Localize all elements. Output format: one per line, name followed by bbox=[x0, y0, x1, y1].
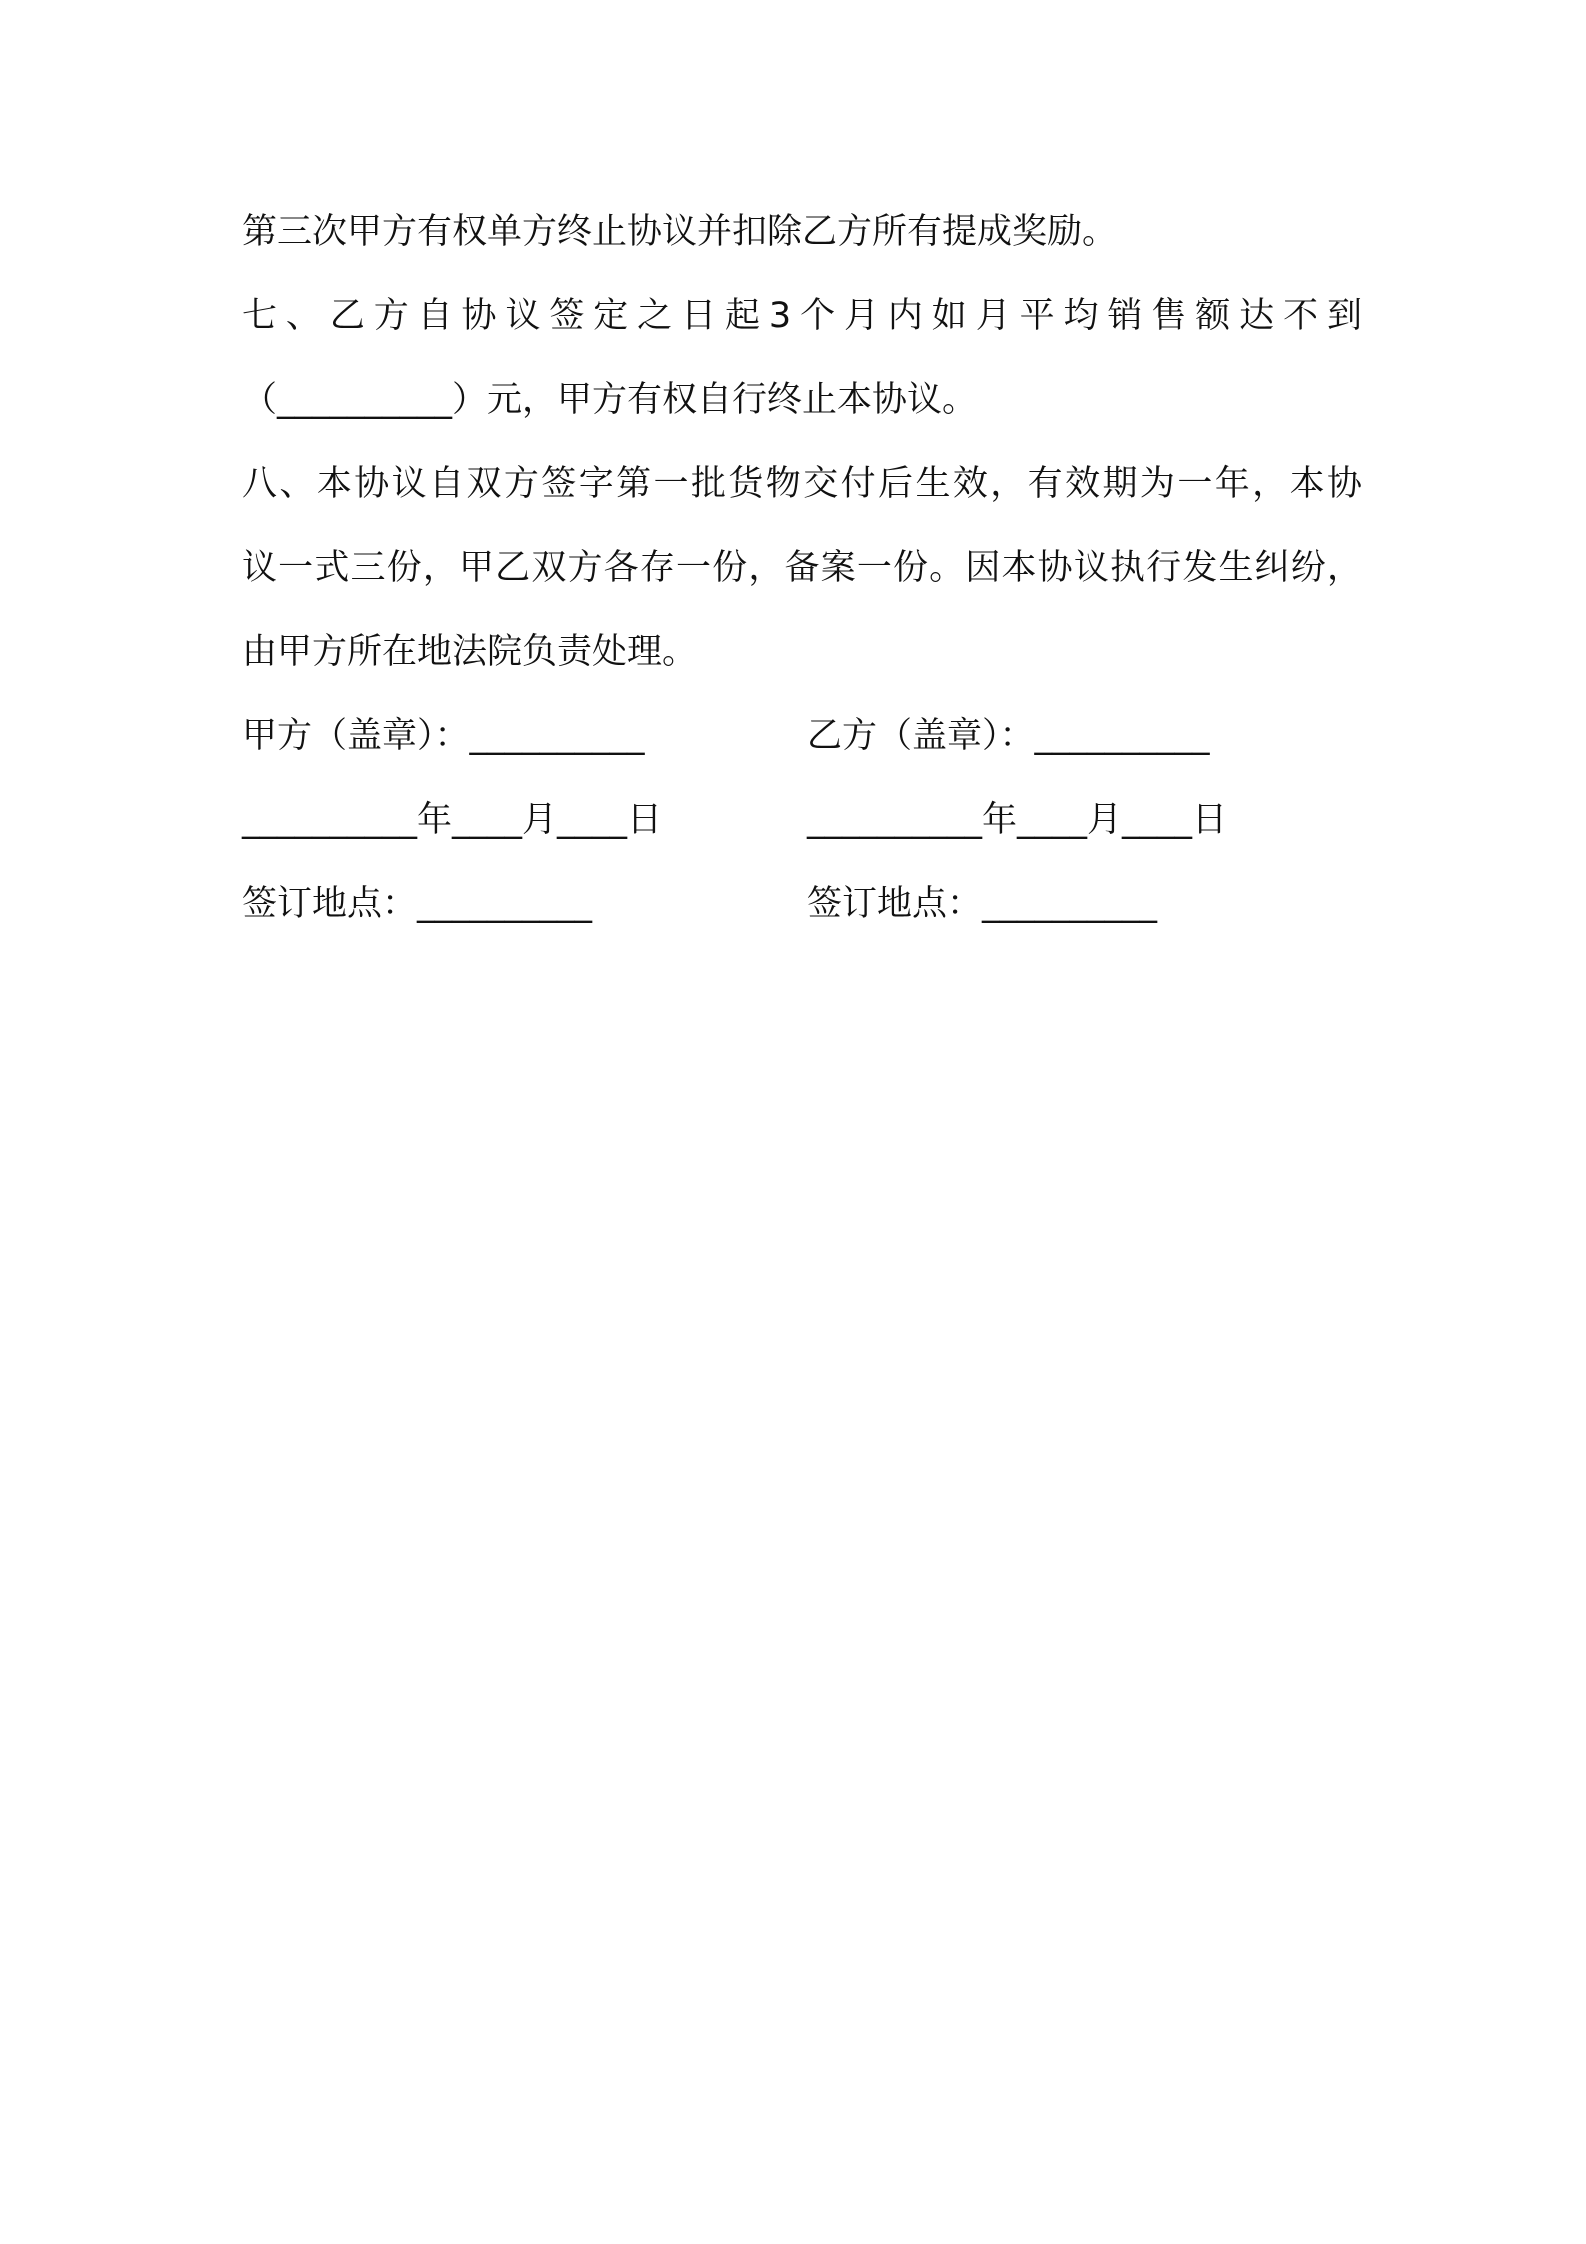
party-b-seal: 乙方（盖章）：__________ bbox=[807, 716, 1210, 756]
document-body bbox=[242, 190, 1362, 946]
party-a-place: 签订地点：__________ bbox=[242, 884, 593, 924]
signature-seal-row bbox=[242, 694, 1362, 778]
paragraph-line-5: 议一式三份，甲乙双方各存一份，备案一份。因本协议执行发生纠纷， bbox=[242, 548, 1362, 588]
paragraph-line-4: 八、本协议自双方签字第一批货物交付后生效，有效期为一年，本协 bbox=[242, 464, 1362, 504]
paragraph-line-2: 七、乙方自协议签定之日起3个月内如月平均销售额达不到 bbox=[242, 296, 1362, 336]
party-a-date: __________年____月____日 bbox=[242, 800, 663, 840]
signature-date-row bbox=[242, 778, 1362, 862]
paragraph-line-3: （__________）元，甲方有权自行终止本协议。 bbox=[242, 380, 978, 420]
paragraph-line-6: 由甲方所在地法院负责处理。 bbox=[242, 632, 698, 672]
paragraph-line-1: 第三次甲方有权单方终止协议并扣除乙方所有提成奖励。 bbox=[242, 212, 1118, 252]
party-b-place: 签订地点：__________ bbox=[807, 884, 1158, 924]
signature-place-row bbox=[242, 862, 1362, 946]
party-a-seal: 甲方（盖章）：__________ bbox=[242, 716, 645, 756]
party-b-date: __________年____月____日 bbox=[807, 800, 1228, 840]
